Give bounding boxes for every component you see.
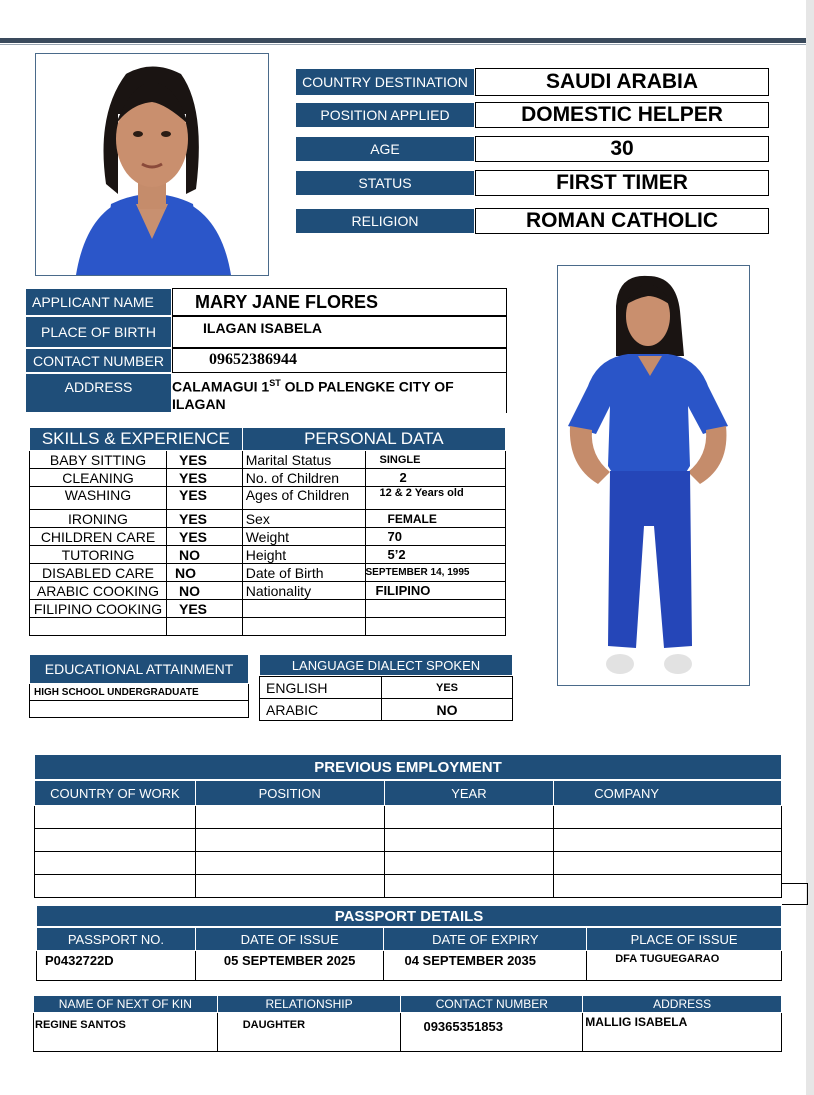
skills-personal-table <box>29 427 506 636</box>
column-header: CONTACT NUMBER <box>401 996 583 1013</box>
table-row <box>30 618 506 636</box>
education-divider <box>29 700 249 701</box>
skill-answer: NO <box>166 582 242 600</box>
skill-name: CHILDREN CARE <box>30 528 167 546</box>
kin-contact-number: 09365351853 <box>401 1013 583 1052</box>
personal-value: 12 & 2 Years old <box>365 487 506 510</box>
table-row <box>37 951 782 981</box>
education-value: HIGH SCHOOL UNDERGRADUATE <box>29 684 249 718</box>
table-row <box>35 875 782 898</box>
personal-value: SEPTEMBER 14, 1995 <box>365 564 506 582</box>
personal-field: Sex <box>242 510 365 528</box>
table-row <box>30 510 506 528</box>
table-row <box>260 677 513 699</box>
skill-name: DISABLED CARE <box>30 564 167 582</box>
skill-name: IRONING <box>30 510 167 528</box>
skill-answer: YES <box>166 451 242 469</box>
place-of-birth-label: PLACE OF BIRTH <box>25 316 172 348</box>
contact-number-label: CONTACT NUMBER <box>25 348 172 373</box>
table-row <box>30 564 506 582</box>
previous-employment-title: PREVIOUS EMPLOYMENT <box>34 754 782 780</box>
personal-header: PERSONAL DATA <box>242 428 505 451</box>
skill-answer: YES <box>166 528 242 546</box>
contact-number-value: 09652386944 <box>172 348 507 373</box>
language-header: LANGUAGE DIALECT SPOKEN <box>259 654 513 676</box>
language-name: ENGLISH <box>260 677 382 699</box>
column-header: NAME OF NEXT OF KIN <box>34 996 218 1013</box>
personal-value <box>365 600 506 618</box>
column-header: COUNTRY OF WORK <box>35 781 196 806</box>
personal-value: SINGLE <box>365 451 506 469</box>
religion-value: ROMAN CATHOLIC <box>475 208 769 234</box>
personal-value: 70 <box>365 528 506 546</box>
skill-name: FILIPINO COOKING <box>30 600 167 618</box>
table-row <box>260 699 513 721</box>
column-header: ADDRESS <box>583 996 782 1013</box>
skill-name: CLEANING <box>30 469 167 487</box>
page-edge <box>806 0 814 1095</box>
personal-value: 5’2 <box>365 546 506 564</box>
country-destination-label: COUNTRY DESTINATION <box>295 68 475 96</box>
age-label: AGE <box>295 136 475 162</box>
previous-employment-table <box>34 780 782 898</box>
column-header: DATE OF EXPIRY <box>384 928 587 951</box>
age-value: 30 <box>475 136 769 162</box>
column-header: POSITION <box>195 781 384 806</box>
passport-title: PASSPORT DETAILS <box>36 905 782 927</box>
personal-field: Date of Birth <box>242 564 365 582</box>
column-header: PASSPORT NO. <box>37 928 196 951</box>
table-row <box>30 451 506 469</box>
address-label: ADDRESS <box>25 373 172 413</box>
column-header: PLACE OF ISSUE <box>587 928 782 951</box>
language-table <box>259 676 513 721</box>
language-name: ARABIC <box>260 699 382 721</box>
table-row <box>30 546 506 564</box>
kin-name: REGINE SANTOS <box>34 1013 218 1052</box>
table-row <box>35 829 782 852</box>
applicant-name-value: MARY JANE FLORES <box>172 288 507 316</box>
skill-answer: YES <box>166 487 242 510</box>
skills-header: SKILLS & EXPERIENCE <box>30 428 243 451</box>
personal-field <box>242 600 365 618</box>
applicant-name-label: APPLICANT NAME <box>25 288 172 316</box>
place-of-birth-value: ILAGAN ISABELA <box>172 316 507 348</box>
column-header: RELATIONSHIP <box>217 996 401 1013</box>
personal-value: FEMALE <box>365 510 506 528</box>
table-row <box>30 487 506 510</box>
column-header: DATE OF ISSUE <box>195 928 384 951</box>
personal-field: Marital Status <box>242 451 365 469</box>
top-rule <box>0 38 806 43</box>
address-value: CALAMAGUI 1ST OLD PALENGKE CITY OF ILAGAN <box>172 373 507 413</box>
table-row <box>34 1013 782 1052</box>
skill-answer: NO <box>166 546 242 564</box>
table-row <box>35 806 782 829</box>
skill-name: BABY SITTING <box>30 451 167 469</box>
table-extension <box>782 883 808 905</box>
table-row <box>30 600 506 618</box>
personal-field: Ages of Children <box>242 487 365 510</box>
skill-answer: YES <box>166 600 242 618</box>
top-rule-thin <box>0 44 806 45</box>
personal-field: No. of Children <box>242 469 365 487</box>
full-body-photo <box>557 265 750 686</box>
status-value: FIRST TIMER <box>475 170 769 196</box>
table-row <box>30 528 506 546</box>
country-destination-value: SAUDI ARABIA <box>475 68 769 96</box>
personal-value: FILIPINO <box>365 582 506 600</box>
table-row <box>30 582 506 600</box>
personal-field: Nationality <box>242 582 365 600</box>
language-answer: NO <box>382 699 513 721</box>
skill-answer: YES <box>166 469 242 487</box>
table-row <box>35 852 782 875</box>
skill-name: WASHING <box>30 487 167 510</box>
next-of-kin-table <box>33 995 782 1052</box>
portrait-photo <box>35 53 269 276</box>
personal-value: 2 <box>365 469 506 487</box>
column-header: YEAR <box>384 781 554 806</box>
place-of-issue: DFA TUGUEGARAO <box>587 951 782 981</box>
kin-address: MALLIG ISABELA <box>583 1013 782 1052</box>
position-applied-value: DOMESTIC HELPER <box>475 102 769 128</box>
date-of-issue: 05 SEPTEMBER 2025 <box>195 951 384 981</box>
skill-name: TUTORING <box>30 546 167 564</box>
column-header: COMPANY <box>554 781 782 806</box>
personal-field: Height <box>242 546 365 564</box>
skill-answer: YES <box>166 510 242 528</box>
passport-number: P0432722D <box>37 951 196 981</box>
table-row <box>30 469 506 487</box>
education-header: EDUCATIONAL ATTAINMENT <box>29 654 249 684</box>
status-label: STATUS <box>295 170 475 196</box>
kin-relationship: DAUGHTER <box>217 1013 401 1052</box>
position-applied-label: POSITION APPLIED <box>295 102 475 128</box>
date-of-expiry: 04 SEPTEMBER 2035 <box>384 951 587 981</box>
personal-field: Weight <box>242 528 365 546</box>
passport-table <box>36 927 782 981</box>
language-answer: YES <box>382 677 513 699</box>
skill-answer: NO <box>166 564 242 582</box>
religion-label: RELIGION <box>295 208 475 234</box>
skill-name: ARABIC COOKING <box>30 582 167 600</box>
